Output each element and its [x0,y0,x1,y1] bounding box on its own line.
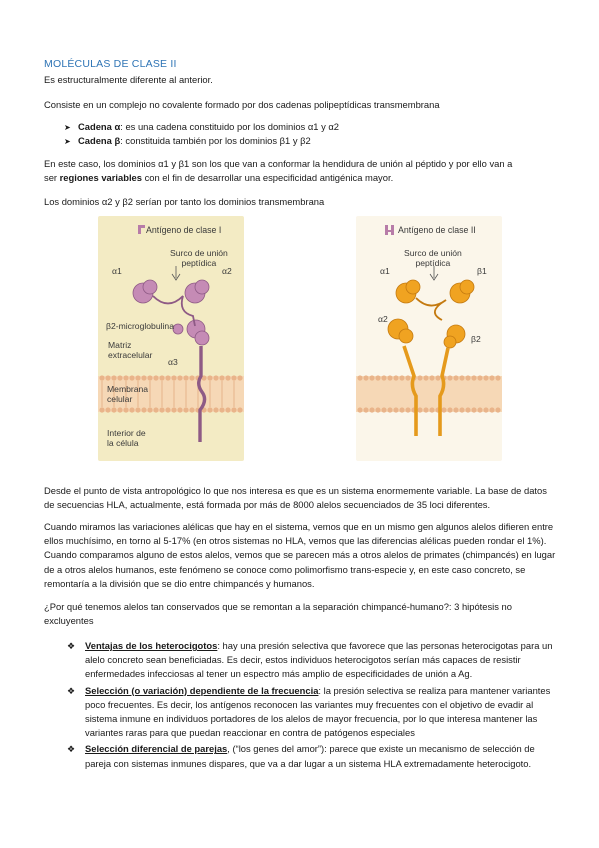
hypothesis-title: Ventajas de los heterocigotos [85,640,218,651]
alpha2-label: α2 [378,314,388,324]
diamond-bullet-icon: ❖ [67,685,76,696]
interior-label: Interior de la célula [107,428,146,448]
paragraph-line: En este caso, los dominios α1 y β1 son los que van a conformar la hendidura de unión al péptido y por ello van a [44,158,513,169]
b2-microglobulin [173,324,183,334]
class-i-antigen-figure [98,216,244,461]
paragraph: ¿Por qué tenemos alelos tan conservados que se remontan a la separación chimpancé-humano?: 3 hipótesis no excluyentes [44,601,512,627]
list-item [64,134,311,149]
arrow-bullet-icon: ➤ [64,123,71,132]
list-item [64,120,339,135]
paragraph-text: con el fin de desarrollar una especificidad antigénica mayor. [141,172,394,184]
class-i-molecule-icon [138,225,145,234]
alpha1-label: α1 [380,266,390,276]
hypothesis-text: : la presión selectiva se realiza para mantener variantes poco frecuentes. Es decir, los antígenos reconocen las variantes muy frecuentes con el objetivo de evadir al sistema inmune en individuos portadores de los alelos de mayor frecuencia, por lo que interesa mantener las variantes raras para que puedan reaccionar en contra de patógenos especiales [85,684,551,739]
groove-arrow-icon [172,266,180,280]
bullet-text: : es una cadena constituido por los dominios α1 y α2 [120,121,340,132]
bullet-bold: Cadena β [78,135,121,146]
bullet-bold: Cadena α [78,121,121,132]
list-item [64,742,560,770]
paragraph: Los dominios α2 y β2 serían por tanto los dominios transmembrana [44,196,325,207]
matrix-label: Matriz extracelular [108,340,153,360]
arrow-bullet-icon: ➤ [64,137,71,146]
alpha2-label: α2 [222,266,232,276]
paragraph: Es estructuralmente diferente al anterior. [44,74,213,85]
bullet-text: : constituida también por los dominios β1 y β2 [120,135,311,146]
groove-label: Surco de unión peptídica [170,248,228,268]
paragraph: Cuando miramos las variaciones alélicas que hay en el sistema, vemos que en un mismo gen algunos alelos difieren entre ellos muchísimo, en torno al 5-17% (en otros sistemas no HLA, vemos que las diferencias alélicas pueden rondar el 1%). Cuando comparamos alguno de estos alelos, vemos que se parecen más a otros alelos de primates (chimpancés) en lugar de a otros alelos humanos, este fenómeno se conoce como polimorfismo trans-especie y, en este caso concreto, se remontaría a la división que se dio entre chimpancés y humanos. [44,521,556,589]
diamond-bullet-icon: ❖ [67,641,76,651]
class-ii-antigen-figure [356,216,502,461]
figure-title: Antígeno de clase II [398,225,476,235]
hypothesis-text: , (“los genes del amor”): parece que existe un mecanismo de selección de pareja con sistemas inmunes dispares, que va a dar lugar a un sistema HLA extremadamente heterocigoto. [85,743,535,769]
paragraph-bold: regiones variables [59,172,142,184]
diamond-bullet-icon: ❖ [67,744,76,755]
alpha1-label: α1 [112,266,122,276]
b2m-label: β2-microglobulina [106,321,174,331]
list-item [64,684,560,741]
list-item [64,639,560,682]
cell-membrane [356,375,502,412]
hypothesis-title: Selección diferencial de parejas [85,743,228,755]
hypothesis-text: : hay una presión selectiva que favorece que las personas heterocigotas para un alelo concreto sean beneficiadas. Es decir, estos individuos heterocigotos serían más capaces de resistir enfermedades infecciosas al tener un espectro más amplio de especificidades de unión a Ag. [85,640,553,680]
hypothesis-title: Selección (o variación) dependiente de la frecuencia [85,684,319,696]
section-heading: MOLÉCULAS DE CLASE II [44,58,177,70]
alpha3-label: α3 [168,357,178,367]
beta2-label: β2 [471,334,481,344]
figure-title: Antígeno de clase I [146,225,222,235]
groove-label: Surco de unión peptídica [404,248,462,268]
membrane-label: Membrana celular [107,384,149,404]
paragraph: Consiste en un complejo no covalente formado por dos cadenas polipeptídicas transmembrana [44,99,440,110]
paragraph [44,157,556,185]
beta1-label: β1 [477,266,487,276]
paragraph-text: ser [44,172,60,184]
paragraph: Desde el punto de vista antropológico lo que nos interesa es que es un sistema enormemente variable. La base de datos de secuencias HLA, actualmente, está formada por más de 8000 alelos secuenciados de 35 loci diferentes. [44,485,547,511]
hypotheses-list [64,639,560,773]
